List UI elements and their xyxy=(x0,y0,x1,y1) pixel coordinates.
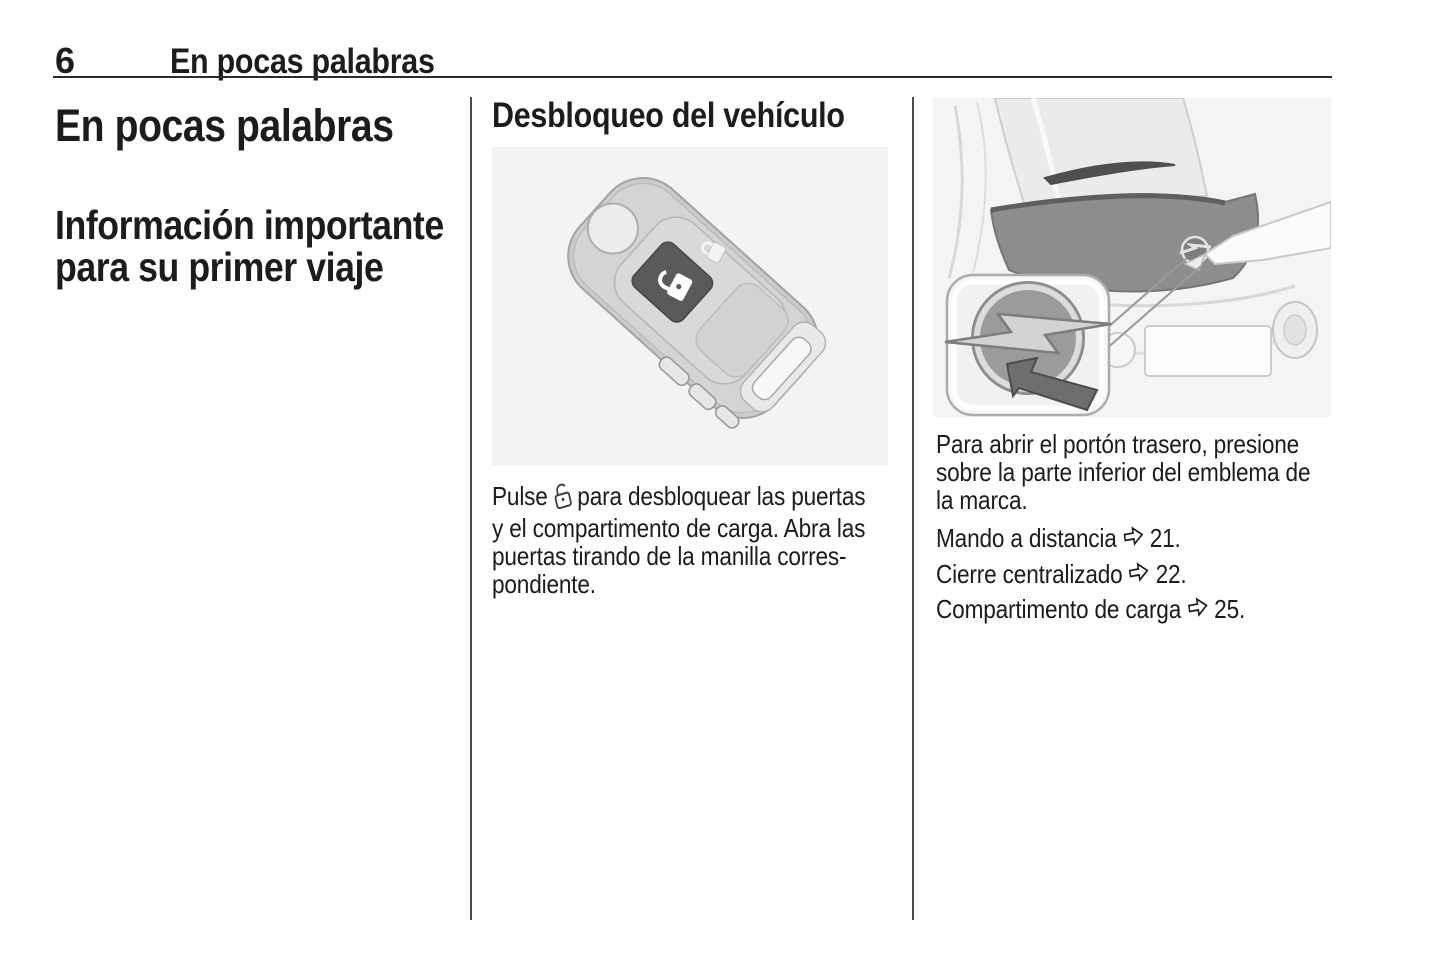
column-divider xyxy=(470,97,472,920)
open-padlock-icon xyxy=(551,481,574,514)
body-line: y el compartimento de carga. Abra las xyxy=(492,513,866,543)
page-reference xyxy=(936,594,1245,625)
reference-label: Mando a distancia xyxy=(936,523,1117,553)
reference-label: Cierre centralizado xyxy=(936,559,1123,589)
page-reference-arrow-icon xyxy=(1187,594,1208,625)
column-divider xyxy=(912,97,914,920)
section-title-line: para su primer viaje xyxy=(55,244,384,290)
unlock-instructions xyxy=(492,481,865,598)
emblem-inset-callout xyxy=(945,275,1111,415)
rear-hatch-drawing xyxy=(933,98,1331,417)
key-fob-drawing xyxy=(492,147,888,465)
chapter-title: En pocas palabras xyxy=(55,100,394,151)
reference-page: 22. xyxy=(1155,559,1187,589)
page-number: 6 xyxy=(55,40,76,81)
body-line: Pulse para desbloquear las puertas xyxy=(492,481,865,514)
body-line: puertas tirando de la manilla corres- xyxy=(492,541,847,571)
header-title: En pocas palabras xyxy=(170,42,435,81)
section-title xyxy=(55,204,444,288)
header-rule xyxy=(53,76,1332,78)
page-reference-arrow-icon xyxy=(1129,559,1150,590)
tailgate-instructions xyxy=(936,430,1310,514)
key-fob-illustration xyxy=(492,147,888,465)
unlock-section-heading: Desbloqueo del vehículo xyxy=(492,96,845,135)
rear-hatch-illustration xyxy=(933,98,1331,417)
page-reference xyxy=(936,559,1187,590)
section-title-line: Información importante xyxy=(55,202,444,248)
page-reference xyxy=(936,523,1181,554)
reference-page: 25. xyxy=(1214,594,1246,624)
body-line: sobre la parte inferior del emblema de xyxy=(936,457,1311,487)
body-line: Para abrir el portón trasero, presione xyxy=(936,429,1300,459)
body-line: la marca. xyxy=(936,485,1028,515)
body-line: pondiente. xyxy=(492,569,596,599)
reference-label: Compartimento de carga xyxy=(936,594,1182,624)
reference-page: 21. xyxy=(1149,523,1181,553)
page-reference-arrow-icon xyxy=(1123,523,1144,554)
